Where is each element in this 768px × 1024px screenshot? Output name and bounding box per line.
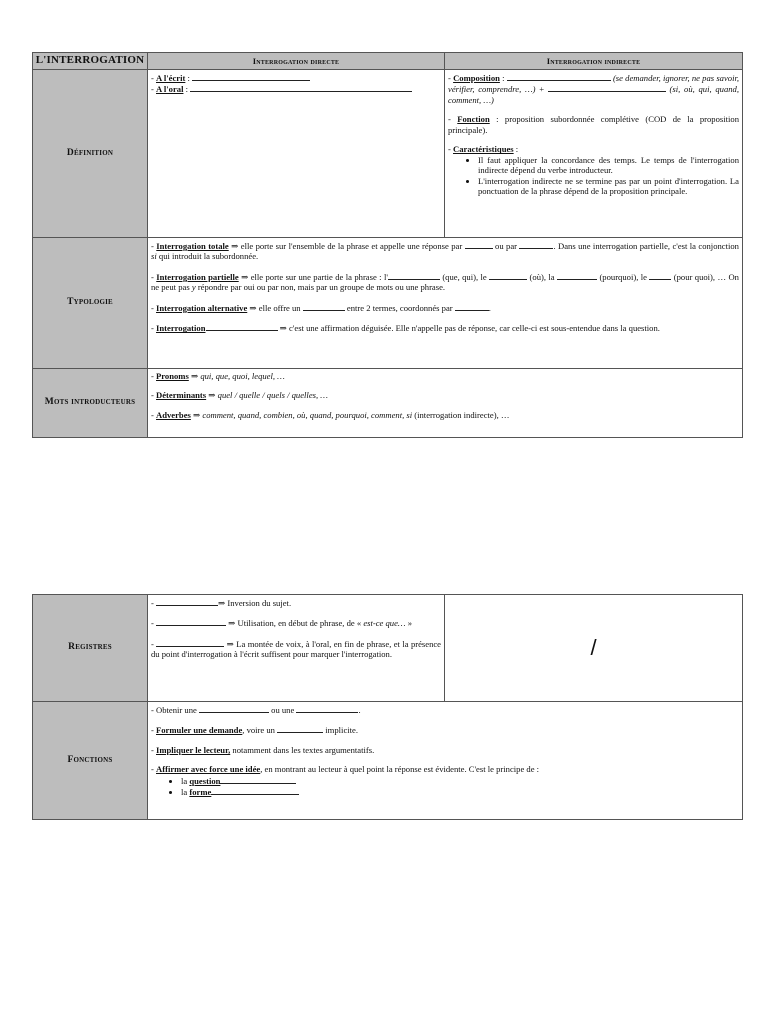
oral-label: A l'oral	[156, 84, 184, 95]
forme-word: forme	[189, 787, 212, 798]
list-item	[181, 786, 739, 797]
registre-item-2: - ⇒ Utilisation, en début de phrase, de « est-ce que… »	[151, 618, 413, 629]
ecrit-label: A l'écrit	[156, 73, 186, 83]
blank-field	[303, 302, 345, 311]
registres-cell	[148, 595, 445, 702]
pronoms-label: Pronoms	[156, 371, 189, 381]
column-header-directe: Interrogation directe	[148, 53, 445, 70]
registre-text: ⇒ Utilisation, en début de phrase, de «	[228, 618, 362, 629]
fonction-text: , voire un	[242, 725, 275, 736]
list-item: • Il faut appliquer la concordance des temps. Le temps de l'interrogation indirecte dépend du verbe introducteur.	[478, 155, 739, 176]
fonction-line: - Fonction : proposition subordonnée complétive (COD de la proposition principale).	[448, 114, 740, 135]
fonction-text: notamment dans les textes argumentatifs.	[232, 744, 375, 755]
blank-field	[190, 83, 412, 92]
registre-text: »	[407, 618, 413, 629]
totale-text: ou par	[495, 241, 518, 251]
directe-oral-line: - A l'oral :	[151, 83, 441, 94]
blank-field	[519, 240, 553, 249]
oratoire-line: - Interrogation ⇒ c'est une affirmation déguisée. Elle n'appelle pas de réponse, car celle-ci est sous-entendue dans la question.	[151, 323, 660, 334]
totale-label: Interrogation totale	[156, 241, 229, 251]
pronoms-line: - Pronoms ⇒ qui, que, quoi, lequel, …	[151, 371, 285, 381]
partielle-text: (où), la	[529, 271, 555, 282]
question-word: question	[189, 775, 221, 786]
mots-introducteurs-cell	[148, 369, 743, 438]
totale-si: si	[151, 251, 157, 262]
fonction-text: : proposition subordonnée complétive (COD de la proposition principale).	[448, 114, 740, 135]
blank-field	[455, 302, 489, 311]
typologie-cell	[148, 238, 743, 369]
blank-field	[206, 322, 278, 331]
list-item: • L'interrogation indirecte ne se termine pas par un point d'interrogation. La ponctuation de la phrase dépend de la proposition principale.	[478, 176, 739, 197]
alternative-line: - Interrogation alternative ⇒ elle offre un entre 2 termes, coordonnés par .	[151, 302, 491, 313]
alternative-label: Interrogation alternative	[156, 302, 248, 313]
registre-est-ce-que: est-ce que…	[363, 618, 406, 629]
fonctions-cell	[148, 702, 743, 820]
blank-field	[557, 271, 597, 280]
blank-field	[199, 704, 269, 713]
blank-field	[489, 271, 527, 280]
totale-text: . Dans une interrogation partielle, c'est la conjonction	[553, 241, 739, 251]
empty-cell-slash: /	[445, 595, 743, 702]
blank-field	[548, 83, 666, 92]
composition-label: Composition	[453, 73, 500, 83]
row-label-typologie: Typologie	[33, 238, 148, 369]
bullet-prefix: la	[181, 775, 188, 786]
fonction-label: Fonction	[457, 114, 490, 125]
composition-line: - Composition : (se demander, ignorer, ne pas savoir, vérifier, comprendre, …) + (si, où, qui, quand, comment, …)	[448, 73, 739, 105]
row-label-definition: Définition	[33, 70, 148, 238]
directe-ecrit-line: - A l'écrit :	[151, 72, 441, 83]
partielle-text: (que, qui), le	[442, 271, 487, 282]
blank-field	[220, 775, 296, 784]
adverbes-line: - Adverbes ⇒ comment, quand, combien, où, quand, pourquoi, comment, si (interrogation indirecte), …	[151, 409, 510, 420]
totale-text: ⇒ elle porte sur l'ensemble de la phrase et appelle une réponse par	[231, 241, 463, 251]
fonction-line-1	[151, 704, 739, 715]
caracteristiques-label: Caractéristiques	[453, 144, 514, 155]
demande-label: Formuler une demande	[156, 725, 243, 736]
affirmer-label: Affirmer avec force une idée	[156, 764, 261, 775]
adverbes-tail: (interrogation indirecte), …	[414, 409, 510, 420]
fonction-line-2: - Formuler une demande, voire un implicite.	[151, 725, 358, 736]
definition-directe-cell	[148, 70, 445, 238]
registre-text: ⇒ Inversion du sujet.	[218, 598, 292, 608]
partielle-text: (pour quoi), … On ne peut pas	[151, 271, 739, 293]
partielle-y: y	[191, 282, 196, 293]
composition-words: (si, où, qui, quand, comment, …)	[448, 84, 739, 105]
oratoire-text: ⇒ c'est une affirmation déguisée. Elle n'appelle pas de réponse, car celle-ci est sous-entendue dans la question.	[279, 323, 660, 334]
determinants-text: ⇒ quel / quelle / quels / quelles, …	[208, 390, 328, 401]
fonction-line-4: - Affirmer avec force une idée, en montrant au lecteur à quel point la réponse est évidente. C'est le principe de :	[151, 764, 540, 775]
blank-field	[507, 72, 611, 81]
blank-field	[296, 704, 361, 715]
partielle-text: ⇒ elle porte sur une partie de la phrase : l'	[241, 271, 388, 282]
adverbes-label: Adverbes	[156, 409, 191, 420]
list-item	[181, 775, 739, 786]
partielle-line: - Interrogation partielle ⇒ elle porte sur une partie de la phrase : l' (que, qui), le (où), la (pourquoi), le (pour quoi), … On ne peut pas y répondre par oui ou par non, mais par un groupe de mots ou une phrase.	[151, 271, 739, 293]
partielle-label: Interrogation partielle	[156, 271, 239, 282]
column-header-indirecte: Interrogation indirecte	[445, 53, 743, 70]
definition-indirecte-cell	[445, 70, 743, 238]
blank-field	[156, 617, 226, 626]
row-label-registres: Registres	[33, 595, 148, 702]
registre-item-3: - ⇒ La montée de voix, à l'oral, en fin de phrase, et la présence du point d'interrogation à l'écrit suffisent pour marquer l'interrogation.	[151, 638, 442, 660]
oratoire-label: Interrogation	[156, 323, 206, 334]
interrogation-table	[32, 52, 743, 438]
blank-field	[211, 786, 299, 795]
row-label-mots-introducteurs: Mots introducteurs	[33, 369, 148, 438]
table-corner-title: L'INTERROGATION	[33, 53, 148, 70]
fonction-text: .	[358, 705, 361, 715]
row-label-fonctions: Fonctions	[33, 702, 148, 820]
registre-item-1: - ⇒ Inversion du sujet.	[151, 598, 292, 608]
bullet-prefix: la	[181, 787, 188, 798]
blank-field	[388, 271, 440, 280]
totale-text: qui introduit la subordonnée.	[158, 251, 259, 262]
blank-field	[156, 597, 218, 606]
determinants-line: - Déterminants ⇒ quel / quelle / quels / quelles, …	[151, 390, 328, 401]
registres-fonctions-table	[32, 594, 743, 820]
caracteristiques-line: - Caractéristiques :	[448, 144, 519, 155]
totale-line: - Interrogation totale ⇒ elle porte sur l'ensemble de la phrase et appelle une réponse par ou par . Dans une interrogation partielle, c'est la conjonction si qui introduit la subordonnée.	[151, 241, 739, 262]
adverbes-text: ⇒ comment, quand, combien, où, quand, pourquoi, comment, si	[193, 409, 413, 420]
alternative-text: entre 2 termes, coordonnés par	[346, 302, 453, 313]
blank-field	[156, 638, 224, 647]
principe-list	[151, 775, 739, 798]
fonction-text: implicite.	[325, 725, 358, 736]
blank-field	[649, 271, 671, 280]
alternative-text: .	[488, 302, 491, 313]
caracteristiques-list	[448, 155, 739, 197]
alternative-text: ⇒ elle offre un	[249, 302, 301, 313]
blank-field	[465, 240, 493, 249]
composition-verbs: (se demander, ignorer, ne pas savoir, vérifier, comprendre, …)	[448, 73, 739, 95]
partielle-text: (pourquoi), le	[599, 271, 647, 282]
fonction-text: ou une	[271, 705, 295, 715]
lecteur-label: Impliquer le lecteur,	[156, 744, 231, 755]
determinants-label: Déterminants	[156, 390, 207, 401]
pronoms-text: ⇒ qui, que, quoi, lequel, …	[190, 371, 285, 381]
registre-text: ⇒ La montée de voix, à l'oral, en fin de phrase, et la présence du point d'interrogation à l'écrit suffisent pour marquer l'interrogation.	[151, 638, 442, 660]
fonction-line-3: - Impliquer le lecteur, notamment dans les textes argumentatifs.	[151, 744, 375, 755]
blank-field	[192, 72, 310, 81]
fonction-text: - Obtenir une	[151, 705, 197, 715]
partielle-text: répondre par oui ou par non, mais par un groupe de mots ou une phrase.	[197, 282, 446, 293]
fonction-text: , en montrant au lecteur à quel point la réponse est évidente. C'est le principe de :	[260, 764, 540, 775]
blank-field	[277, 724, 323, 733]
